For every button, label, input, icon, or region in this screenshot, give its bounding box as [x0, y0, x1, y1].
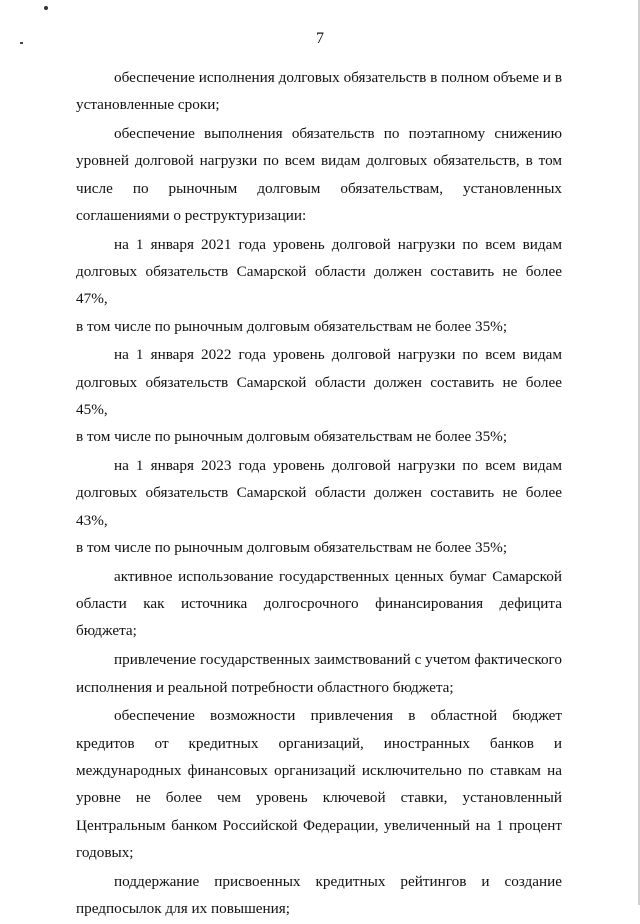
- paragraph: [76, 452, 562, 561]
- text-line: Центральным банком Российской Федерации, увеличенный на 1 процент: [76, 816, 562, 834]
- document-body: [76, 64, 562, 924]
- paragraph: [76, 120, 562, 229]
- paragraph: [76, 563, 562, 645]
- text-line: обеспечение исполнения долговых обязательств в полном объеме и в: [114, 69, 562, 86]
- text-line: на 1 января 2022 года уровень долговой нагрузки по всем видам: [114, 346, 562, 364]
- text-line: уровней долговой нагрузки по всем видам долговых обязательств, в том: [76, 152, 562, 170]
- text-line: долговых обязательств Самарской области должен составить не более 45%,: [76, 373, 562, 419]
- text-line: бюджета;: [76, 622, 137, 640]
- text-line: соглашениями о реструктуризации:: [76, 206, 307, 224]
- text-line: предпосылок для их повышения;: [76, 899, 290, 917]
- paragraph: [76, 646, 562, 701]
- text-line: долговых обязательств Самарской области должен составить не более 43%,: [76, 484, 562, 529]
- page-number: 7: [316, 30, 324, 47]
- paragraph: [76, 341, 562, 450]
- text-line: обеспечение возможности привлечения в областной бюджет: [114, 707, 562, 725]
- text-line: кредитов от кредитных организаций, иностранных банков и: [76, 734, 562, 752]
- text-line: в том числе по рыночным долговым обязательствам не более 35%;: [76, 539, 508, 557]
- paragraph: [76, 702, 562, 866]
- paragraph: [76, 64, 562, 119]
- text-line: международных финансовых организаций исключительно по ставкам на: [76, 761, 562, 779]
- text-line: исполнения и реальной потребности областного бюджета;: [76, 678, 454, 696]
- text-line: годовых;: [76, 843, 134, 861]
- text-line: числе по рыночным долговым обязательствам, установленных: [76, 179, 562, 197]
- text-line: долговых обязательств Самарской области должен составить не более 47%,: [76, 263, 562, 308]
- text-line: активное использование государственных ценных бумаг Самарской: [114, 567, 562, 585]
- text-line: привлечение государственных заимствований с учетом фактического: [114, 651, 562, 669]
- text-line: уровне не более чем уровень ключевой ставки, установленный: [76, 789, 562, 807]
- paragraph: [76, 231, 562, 340]
- text-line: установленные сроки;: [76, 96, 220, 114]
- paragraph: [76, 868, 562, 923]
- text-line: на 1 января 2021 года уровень долговой нагрузки по всем видам: [114, 235, 562, 253]
- text-line: в том числе по рыночным долговым обязательствам не более 35%;: [76, 428, 508, 446]
- text-line: обеспечение выполнения обязательств по поэтапному снижению: [114, 125, 562, 143]
- text-line: в том числе по рыночным долговым обязательствам не более 35%;: [76, 317, 508, 335]
- text-line: поддержание присвоенных кредитных рейтингов и создание: [114, 872, 562, 890]
- text-line: области как источника долгосрочного финансирования дефицита: [76, 595, 562, 613]
- text-line: на 1 января 2023 года уровень долговой нагрузки по всем видам: [114, 457, 562, 475]
- scan-mark: [44, 6, 48, 10]
